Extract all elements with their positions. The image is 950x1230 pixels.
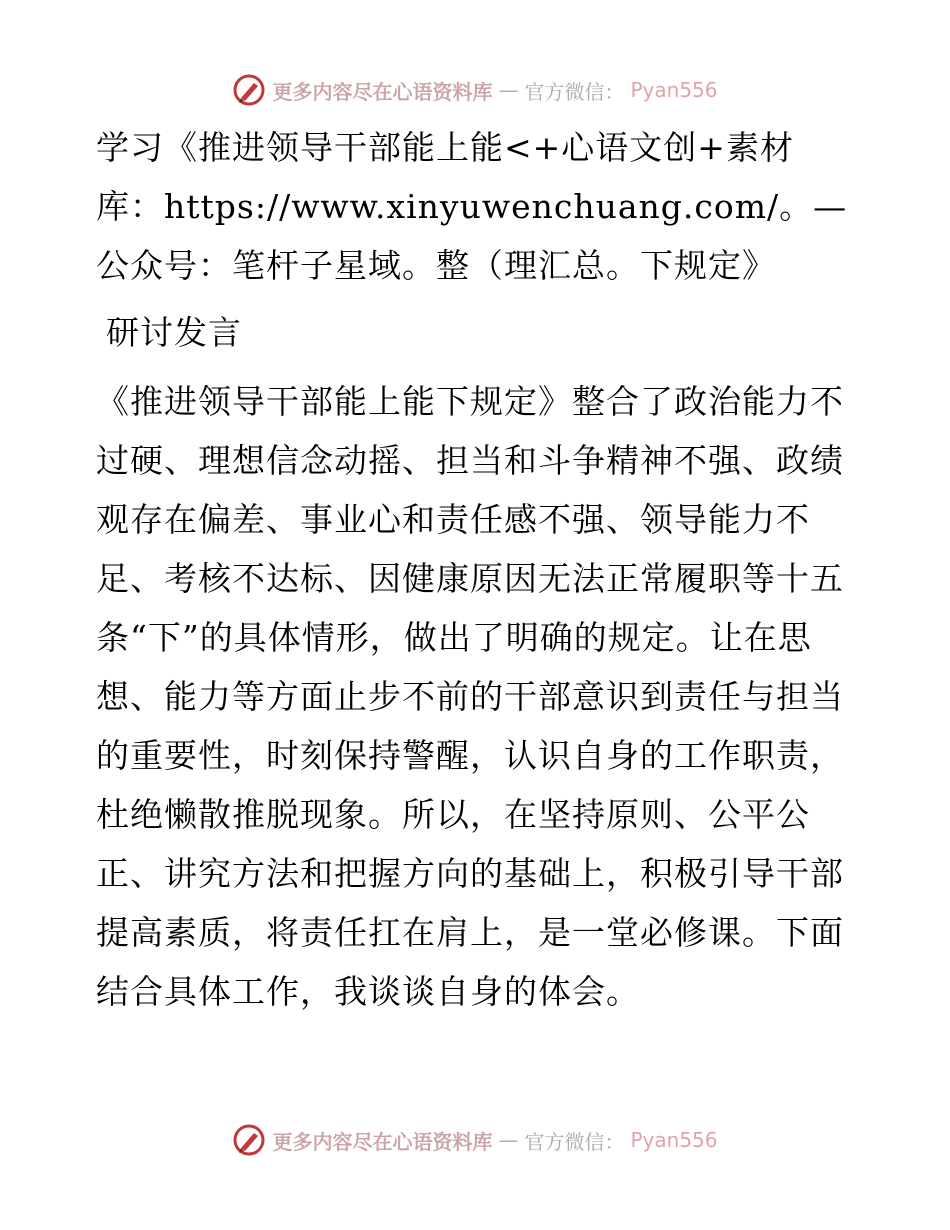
- watermark-main-text: 更多内容尽在心语资料库: [272, 79, 493, 104]
- quill-pen-logo-icon: [232, 73, 266, 107]
- watermark-footer: [0, 1120, 950, 1160]
- document-subtitle: 研讨发言: [106, 313, 242, 352]
- watermark-main-text: 更多内容尽在心语资料库: [272, 1129, 493, 1154]
- watermark-wechat-id: Pyan556: [630, 78, 718, 102]
- watermark-wechat-label: 官方微信：: [524, 1129, 625, 1154]
- document-content: [96, 118, 856, 1021]
- watermark-dash: —: [498, 78, 519, 102]
- document-title: 学习《推进领导干部能上能<+心语文创+素材库：https://www.xinyuwenchuang.com/。—公众号：笔杆子星域。整（理汇总。下规定》: [96, 128, 848, 285]
- watermark-dash: —: [498, 1128, 519, 1152]
- quill-pen-logo-icon: [232, 1123, 266, 1157]
- watermark-header: [0, 70, 950, 110]
- watermark-wechat-label: 官方微信：: [524, 79, 625, 104]
- document-body-paragraph: 《推进领导干部能上能下规定》整合了政治能力不过硬、理想信念动摇、担当和斗争精神不强、政绩观存在偏差、事业心和责任感不强、领导能力不足、考核不达标、因健康原因无法正常履职等十五条“下”的具体情形，做出了明确的规定。让在思想、能力等方面止步不前的干部意识到责任与担当的重要性，时刻保持警醒，认识自身的工作职责，杜绝懒散推脱现象。所以，在坚持原则、公平公正、讲究方法和把握方向的基础上，积极引导干部提高素质，将责任扛在肩上，是一堂必修课。下面结合具体工作，我谈谈自身的体会。: [96, 382, 844, 1011]
- watermark-wechat-id: Pyan556: [630, 1128, 718, 1152]
